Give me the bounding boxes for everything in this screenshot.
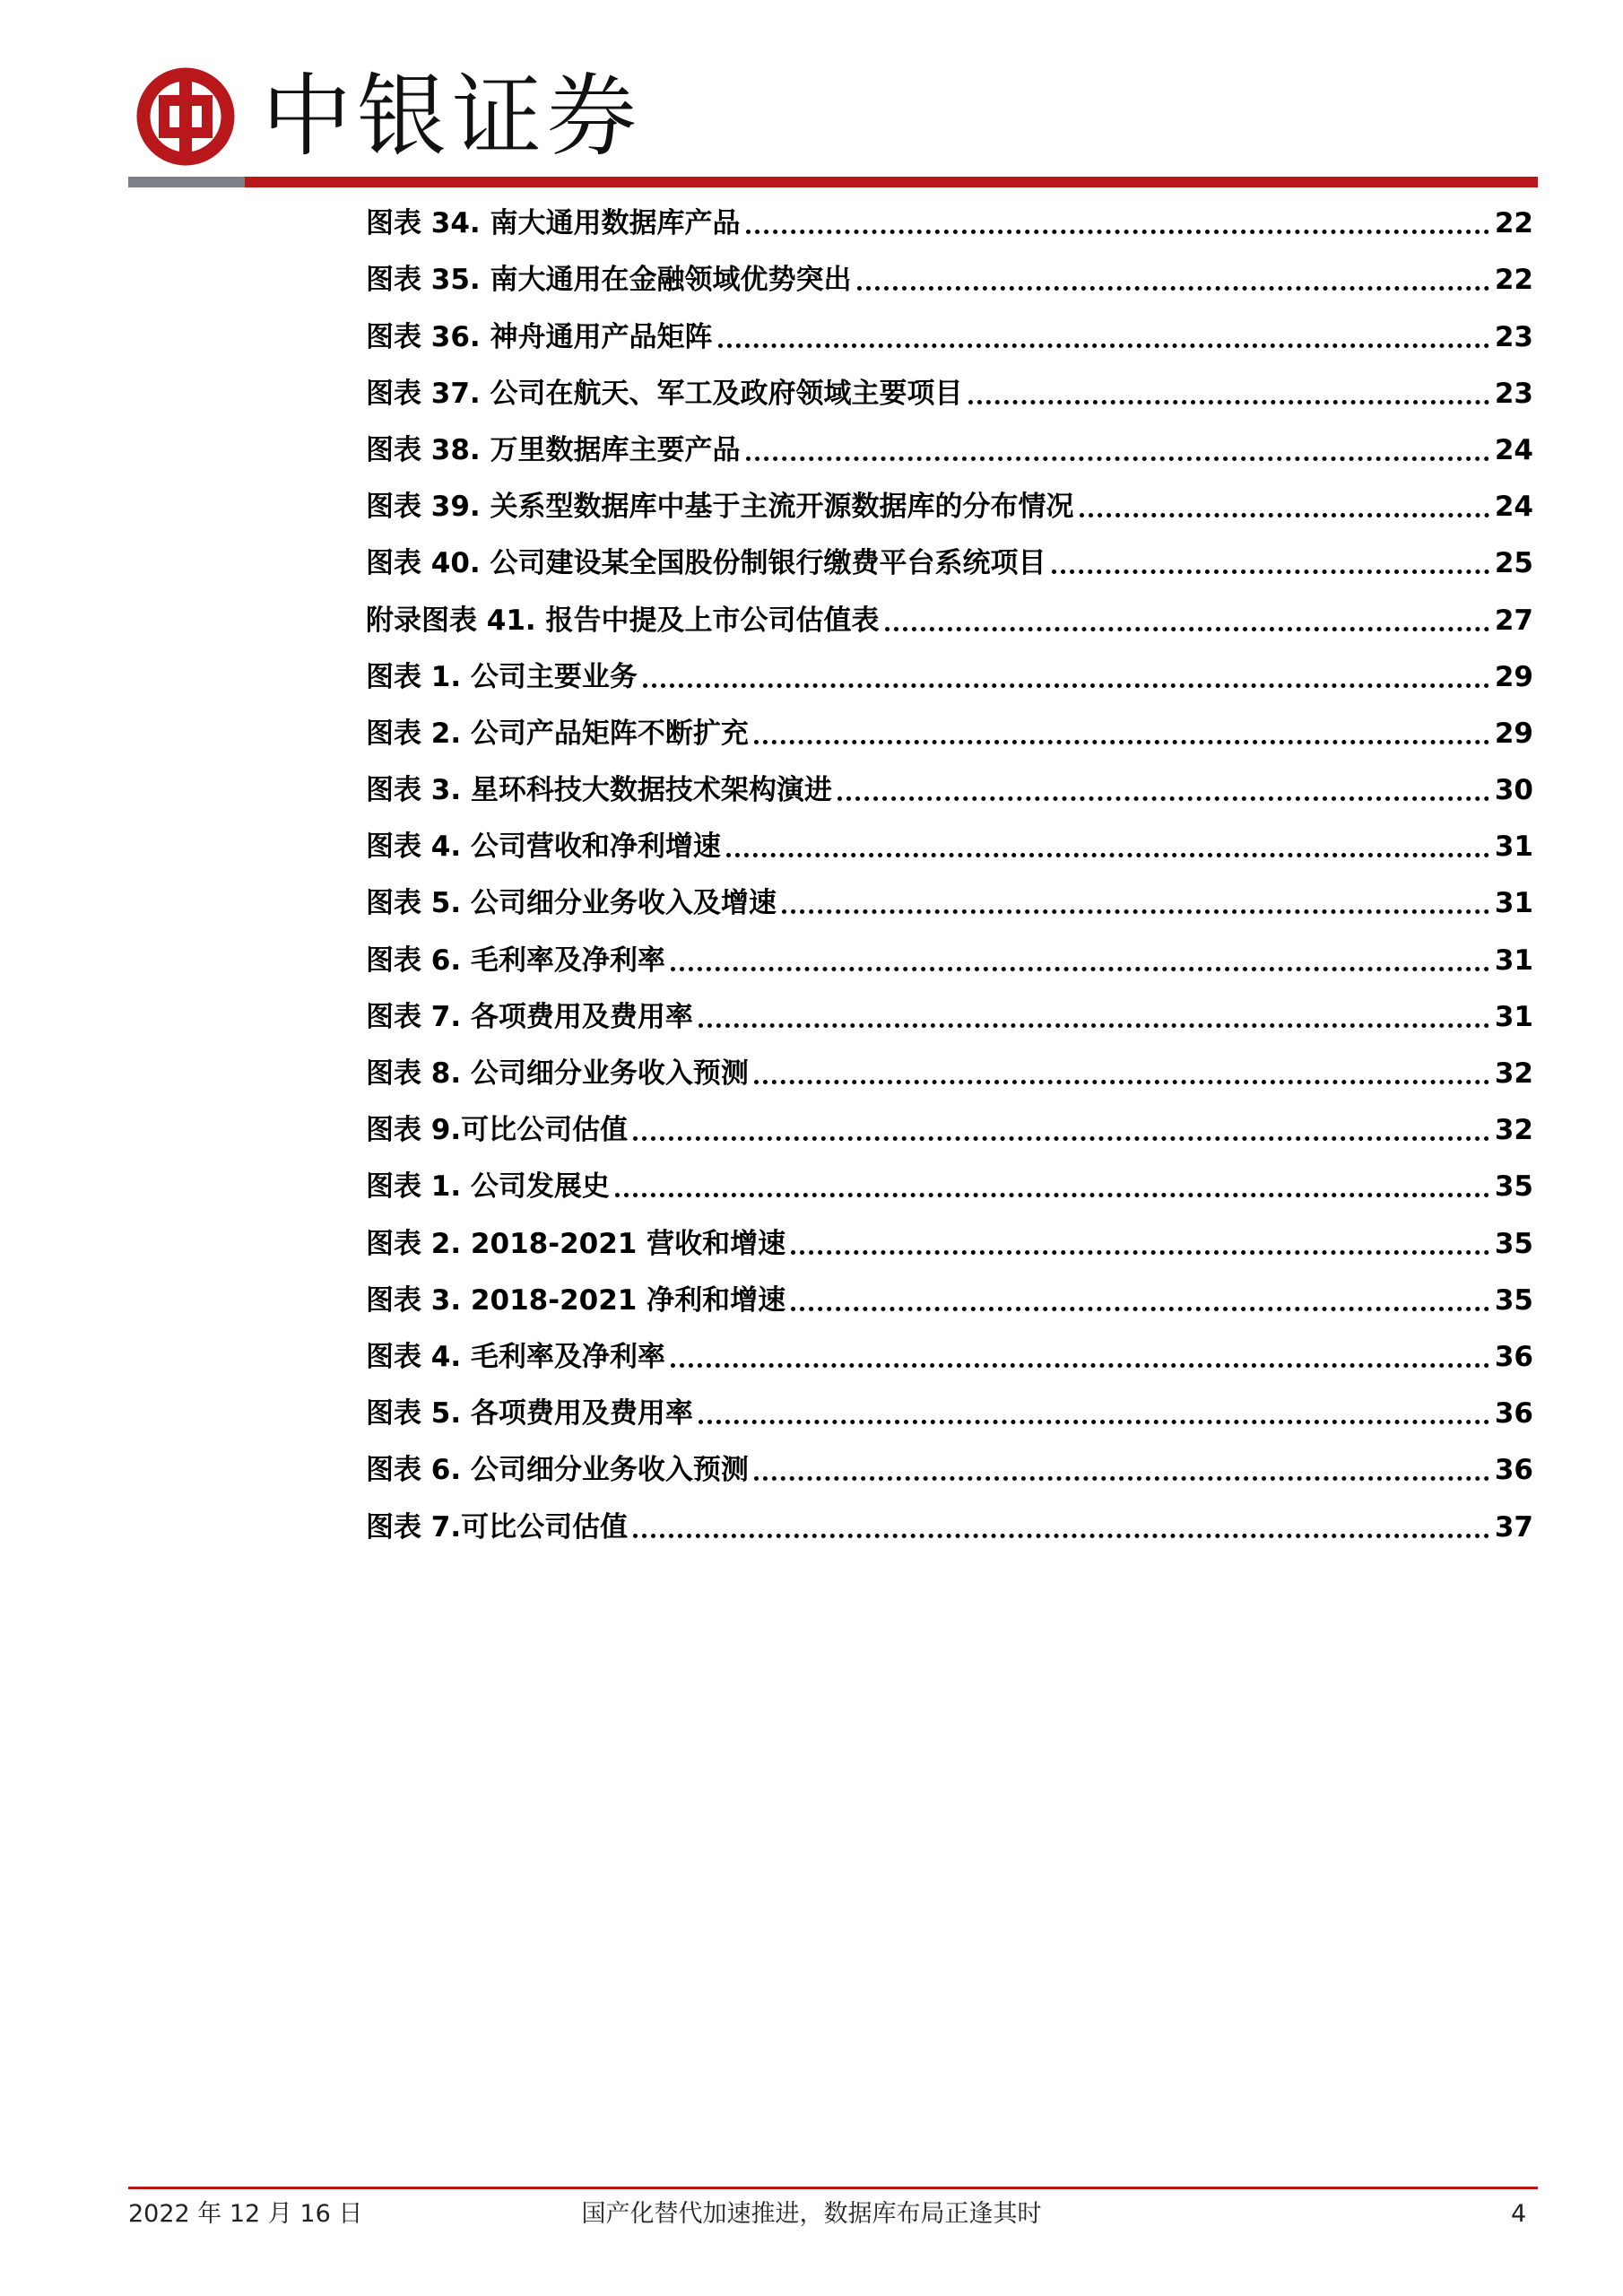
toc-entry[interactable] (366, 706, 1533, 762)
toc-entry-label[interactable]: 图表 3. 2018-2021 净利和增速 (366, 1283, 786, 1317)
toc-entry-page[interactable]: 23 (1494, 377, 1533, 410)
toc-leader-dots (791, 1250, 1489, 1255)
header-rule-gray (128, 177, 245, 187)
toc-entry-page[interactable]: 35 (1494, 1170, 1533, 1204)
toc-leader-dots (671, 1363, 1489, 1368)
toc-entry[interactable] (366, 252, 1533, 309)
toc-entry[interactable] (366, 479, 1533, 535)
toc-entry-page[interactable]: 31 (1494, 887, 1533, 920)
toc-entry-page[interactable]: 31 (1494, 944, 1533, 977)
toc-leader-dots (885, 627, 1489, 631)
toc-leader-dots (615, 1193, 1489, 1197)
toc-entry-page[interactable]: 29 (1494, 660, 1533, 693)
toc-entry-label[interactable]: 图表 7.可比公司估值 (366, 1510, 629, 1544)
brand-name: 中银证券 (262, 64, 642, 169)
toc-leader-dots (754, 1476, 1489, 1481)
toc-leader-dots (699, 1023, 1489, 1028)
toc-entry[interactable] (366, 1273, 1533, 1329)
toc-entry-label[interactable]: 图表 4. 毛利率及净利率 (366, 1340, 665, 1373)
toc-entry[interactable] (366, 1159, 1533, 1215)
toc-entry[interactable] (366, 649, 1533, 706)
toc-entry-label[interactable]: 图表 36. 神舟通用产品矩阵 (366, 320, 713, 353)
header-rule-red (245, 177, 1538, 187)
toc-entry-page[interactable]: 23 (1494, 320, 1533, 353)
toc-entry-page[interactable]: 27 (1494, 604, 1533, 637)
toc-entry-label[interactable]: 图表 5. 公司细分业务收入及增速 (366, 887, 777, 920)
toc-entry-label[interactable]: 图表 9.可比公司估值 (366, 1114, 629, 1147)
toc-entry-page[interactable]: 36 (1494, 1397, 1533, 1431)
toc-entry[interactable] (366, 1329, 1533, 1386)
footer-report-title: 国产化替代加速推进，数据库布局正逢其时 (581, 2200, 1042, 2228)
toc-entry-label[interactable]: 图表 34. 南大通用数据库产品 (366, 207, 741, 240)
toc-entry-label[interactable]: 图表 35. 南大通用在金融领域优势突出 (366, 264, 852, 297)
toc-entry[interactable] (366, 309, 1533, 365)
toc-entry-page[interactable]: 35 (1494, 1283, 1533, 1317)
toc-entry[interactable] (366, 1102, 1533, 1159)
toc-entry-label[interactable]: 图表 6. 公司细分业务收入预测 (366, 1454, 749, 1487)
toc-entry-label[interactable]: 图表 38. 万里数据库主要产品 (366, 433, 741, 466)
toc-entry[interactable] (366, 875, 1533, 932)
toc-entry-label[interactable]: 附录图表 41. 报告中提及上市公司估值表 (366, 604, 880, 637)
toc-entry-page[interactable]: 22 (1494, 264, 1533, 297)
toc-leader-dots (633, 1136, 1489, 1141)
toc-entry-page[interactable]: 22 (1494, 207, 1533, 240)
toc-leader-dots (791, 1307, 1489, 1311)
toc-leader-dots (754, 740, 1489, 744)
page-header (0, 0, 1623, 193)
toc-leader-dots (746, 457, 1489, 461)
toc-leader-dots (1052, 570, 1489, 574)
toc-entry-label[interactable]: 图表 1. 公司主要业务 (366, 660, 638, 693)
toc-entry-label[interactable]: 图表 8. 公司细分业务收入预测 (366, 1057, 749, 1090)
toc-entry-page[interactable]: 35 (1494, 1227, 1533, 1260)
toc-leader-dots (754, 1080, 1489, 1084)
toc-entry-page[interactable]: 36 (1494, 1340, 1533, 1373)
toc-leader-dots (782, 909, 1489, 914)
toc-leader-dots (643, 683, 1489, 688)
toc-entry-page[interactable]: 29 (1494, 717, 1533, 750)
toc-entry[interactable] (366, 366, 1533, 422)
toc-entry[interactable] (366, 422, 1533, 479)
toc-entry-page[interactable]: 36 (1494, 1454, 1533, 1487)
toc-leader-dots (838, 796, 1489, 801)
toc-entry-label[interactable]: 图表 4. 公司营收和净利增速 (366, 831, 721, 864)
toc-entry[interactable] (366, 592, 1533, 648)
toc-entry[interactable] (366, 1046, 1533, 1102)
toc-leader-dots (726, 853, 1489, 857)
toc-entry[interactable] (366, 196, 1533, 252)
toc-entry-label[interactable]: 图表 7. 各项费用及费用率 (366, 1000, 693, 1033)
toc-entry-page[interactable]: 37 (1494, 1510, 1533, 1544)
toc-entry-label[interactable]: 图表 2. 公司产品矩阵不断扩充 (366, 717, 749, 750)
toc-leader-dots (633, 1534, 1489, 1538)
toc-leader-dots (718, 344, 1489, 348)
toc-entry[interactable] (366, 1386, 1533, 1442)
toc-entry-label[interactable]: 图表 1. 公司发展史 (366, 1170, 610, 1204)
toc-entry[interactable] (366, 819, 1533, 875)
toc-entry-page[interactable]: 25 (1494, 547, 1533, 580)
toc-entry[interactable] (366, 1499, 1533, 1555)
toc-entry-label[interactable]: 图表 3. 星环科技大数据技术架构演进 (366, 774, 832, 807)
toc-leader-dots (746, 230, 1489, 234)
toc-entry-page[interactable]: 32 (1494, 1057, 1533, 1090)
toc-entry[interactable] (366, 1215, 1533, 1272)
toc-entry-page[interactable]: 24 (1494, 491, 1533, 524)
toc-entry[interactable] (366, 762, 1533, 819)
table-of-figures (366, 196, 1533, 1556)
bank-of-china-logo-icon (136, 67, 235, 166)
footer-date: 2022 年 12 月 16 日 (128, 2200, 363, 2228)
toc-entry-page[interactable]: 24 (1494, 433, 1533, 466)
toc-entry-page[interactable]: 30 (1494, 774, 1533, 807)
toc-entry-page[interactable]: 32 (1494, 1114, 1533, 1147)
toc-entry-label[interactable]: 图表 37. 公司在航天、军工及政府领域主要项目 (366, 377, 963, 410)
toc-entry-label[interactable]: 图表 39. 关系型数据库中基于主流开源数据库的分布情况 (366, 491, 1074, 524)
toc-leader-dots (699, 1420, 1489, 1424)
toc-entry[interactable] (366, 932, 1533, 988)
toc-entry-page[interactable]: 31 (1494, 1000, 1533, 1033)
toc-leader-dots (968, 400, 1489, 404)
toc-entry-label[interactable]: 图表 5. 各项费用及费用率 (366, 1397, 693, 1431)
toc-leader-dots (1080, 513, 1489, 517)
footer-page-number: 4 (1511, 2200, 1527, 2228)
toc-entry-label[interactable]: 图表 6. 毛利率及净利率 (366, 944, 665, 977)
footer-rule (128, 2187, 1538, 2189)
toc-entry[interactable] (366, 989, 1533, 1046)
toc-entry[interactable] (366, 1442, 1533, 1499)
toc-entry[interactable] (366, 535, 1533, 592)
toc-entry-label[interactable]: 图表 2. 2018-2021 营收和增速 (366, 1227, 786, 1260)
toc-leader-dots (671, 967, 1489, 971)
toc-leader-dots (857, 286, 1489, 291)
toc-entry-label[interactable]: 图表 40. 公司建设某全国股份制银行缴费平台系统项目 (366, 547, 1046, 580)
toc-entry-page[interactable]: 31 (1494, 831, 1533, 864)
